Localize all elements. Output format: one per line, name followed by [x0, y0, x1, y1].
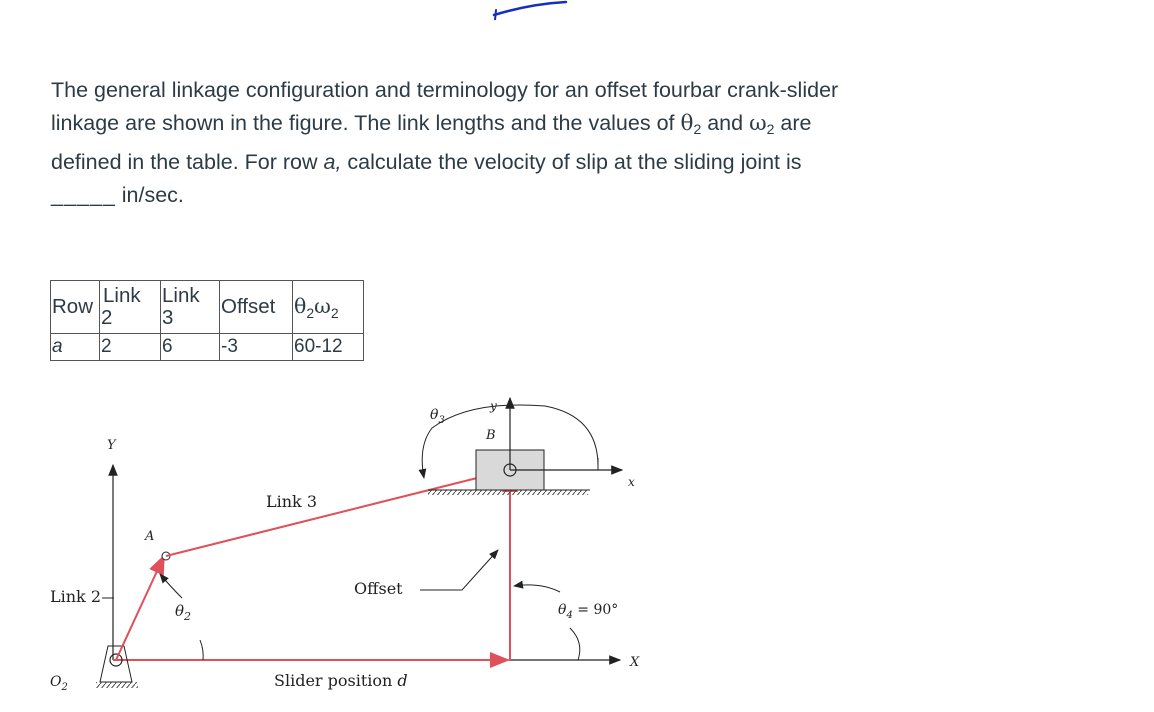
- table-row: [51, 334, 364, 361]
- label-theta2: $\theta_2$: [175, 602, 192, 623]
- cell-link3: 6: [161, 334, 220, 361]
- label-theta4: $\theta_4 = 90^\circ$: [558, 602, 619, 621]
- cell-offset: -3: [220, 334, 293, 361]
- label-B: B: [486, 428, 496, 443]
- label-link2: Link 2: [50, 587, 102, 606]
- header-link-2: Link 2: [100, 281, 161, 334]
- label-A: A: [145, 529, 155, 544]
- header-theta2: $\theta_2\omega_2$: [293, 281, 364, 334]
- question-line-3: defined in the table. For row a, calculate the velocity of slip at the sliding joint is: [51, 150, 802, 174]
- ground-pivot-o2: [96, 646, 138, 688]
- table-header-row: [51, 281, 364, 334]
- cell-row: a: [51, 334, 100, 361]
- label-O2: $O_2$: [50, 674, 68, 693]
- theta4-arc: [570, 628, 580, 660]
- label-offset: Offset: [354, 579, 403, 598]
- theta2-arc-base: [200, 640, 203, 660]
- slider-track-hatch: [428, 490, 588, 495]
- cell-link2: 2: [100, 334, 161, 361]
- question-text: [51, 74, 971, 212]
- question-line-1: The general linkage configuration and terminology for an offset fourbar crank-slider: [51, 78, 839, 102]
- pen-stroke-mark: [0, 0, 1154, 20]
- label-Y: Y: [107, 438, 116, 453]
- label-slider-position: Slider position d: [274, 671, 408, 690]
- header-offset: Offset: [220, 281, 293, 334]
- link-data-table: [50, 280, 364, 361]
- theta4-leader: [514, 585, 560, 592]
- link-3-vector: [166, 471, 505, 556]
- crank-slider-figure: [0, 380, 1154, 712]
- cell-theta2: 60-12: [293, 334, 364, 361]
- label-y: y: [490, 399, 497, 413]
- theta2-arc: [160, 574, 182, 598]
- header-link-3: Link 3: [161, 281, 220, 334]
- header-row: Row: [51, 281, 100, 334]
- label-x: x: [628, 475, 635, 489]
- label-link3: Link 3: [266, 492, 318, 511]
- label-theta3: $\theta_3$: [430, 407, 445, 426]
- link-2-vector: [116, 556, 164, 660]
- answer-blank[interactable]: _____: [51, 183, 116, 207]
- label-X: X: [630, 655, 640, 670]
- question-line-2: linkage are shown in the figure. The link lengths and the values of $\theta_2$ and $\omega_2$ are: [51, 111, 812, 137]
- question-line-4: _____ in/sec.: [51, 183, 184, 207]
- offset-leader: [420, 550, 498, 590]
